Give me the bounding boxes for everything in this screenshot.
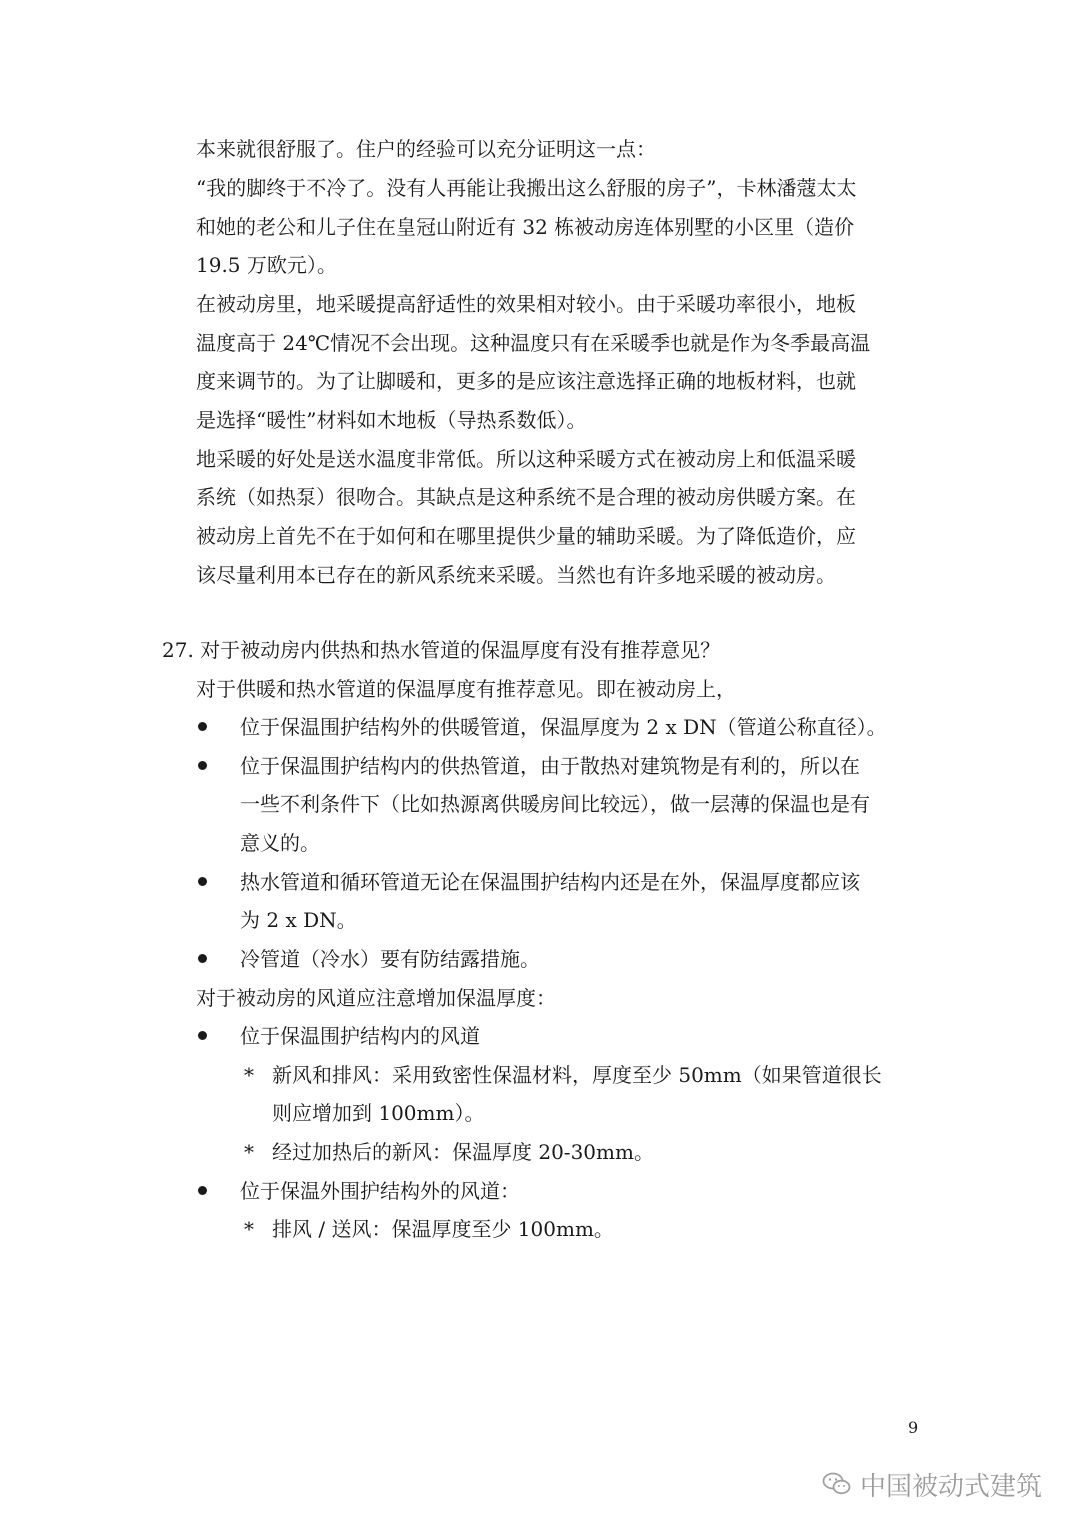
paragraph-line: 度来调节的。为了让脚暖和，更多的是应该注意选择正确的地板材料，也就: [196, 369, 856, 393]
paragraph-line: 和她的老公和儿子住在皇冠山附近有 32 栋被动房连体别墅的小区里（造价: [196, 215, 855, 239]
bullet-item-line: 位于保温围护结构内的风道: [240, 1024, 480, 1048]
star-marker: *: [244, 1063, 254, 1087]
bullet-item-line: 热水管道和循环管道无论在保温围护结构内还是在外，保温厚度都应该: [240, 870, 860, 894]
paragraph-line: 该尽量利用本已存在的新风系统来采暖。当然也有许多地采暖的被动房。: [196, 563, 836, 587]
sub-item-line: 则应增加到 100mm）。: [272, 1101, 485, 1125]
paragraph-line: 本来就很舒服了。住户的经验可以充分证明这一点：: [196, 137, 656, 161]
paragraph-line: 19.5 万欧元）。: [196, 253, 337, 277]
paragraph-line: 在被动房里，地采暖提高舒适性的效果相对较小。由于采暖功率很小，地板: [196, 292, 856, 316]
star-marker: *: [244, 1217, 254, 1241]
sub-item-line: 经过加热后的新风：保温厚度 20-30mm。: [272, 1140, 654, 1164]
watermark: [822, 1464, 1042, 1504]
paragraph-line: 被动房上首先不在于如何和在哪里提供少量的辅助采暖。为了降低造价，应: [196, 524, 856, 548]
bullet-dot: [198, 954, 207, 963]
bullet-item-line: 为 2 x DN。: [240, 908, 357, 932]
question-intro: 对于供暖和热水管道的保温厚度有推荐意见。即在被动房上，: [196, 677, 736, 701]
bullet-item-line: 位于保温围护结构外的供暖管道，保温厚度为 2 x DN（管道公称直径）。: [240, 715, 887, 739]
bullet-item-line: 位于保温围护结构内的供热管道，由于散热对建筑物是有利的，所以在: [240, 754, 860, 778]
bullet-item-line: 一些不利条件下（比如热源离供暖房间比较远），做一层薄的保温也是有: [240, 792, 870, 816]
paragraph-line: “我的脚终于不冷了。没有人再能让我搬出这么舒服的房子”，卡林潘蔻太太: [196, 176, 857, 200]
sub-item-line: 排风 / 送风：保温厚度至少 100mm。: [272, 1217, 614, 1241]
duct-intro: 对于被动房的风道应注意增加保温厚度：: [196, 986, 556, 1010]
paragraph-line: 地采暖的好处是送水温度非常低。所以这种采暖方式在被动房上和低温采暖: [196, 447, 856, 471]
bullet-dot: [198, 761, 207, 770]
sub-item-line: 新风和排风：采用致密性保温材料，厚度至少 50mm（如果管道很长: [272, 1063, 882, 1087]
page-number: 9: [908, 1418, 919, 1437]
question-heading: 27. 对于被动房内供热和热水管道的保温厚度有没有推荐意见？: [162, 638, 721, 662]
paragraph-line: 系统（如热泵）很吻合。其缺点是这种系统不是合理的被动房供暖方案。在: [196, 485, 856, 509]
bullet-dot: [198, 1186, 207, 1195]
star-marker: *: [244, 1140, 254, 1164]
bullet-dot: [198, 877, 207, 886]
watermark-text: 中国被动式建筑: [860, 1471, 1043, 1502]
paragraph-line: 温度高于 24℃情况不会出现。这种温度只有在采暖季也就是作为冬季最高温: [196, 331, 871, 355]
bullet-dot: [198, 1031, 207, 1040]
wechat-icon: [822, 1471, 852, 1497]
bullet-dot: [198, 722, 207, 731]
bullet-item-line: 意义的。: [240, 831, 320, 855]
bullet-item-line: 冷管道（冷水）要有防结露措施。: [240, 947, 540, 971]
paragraph-line: 是选择“暖性”材料如木地板（导热系数低）。: [196, 408, 587, 432]
bullet-item-line: 位于保温外围护结构外的风道：: [240, 1179, 520, 1203]
